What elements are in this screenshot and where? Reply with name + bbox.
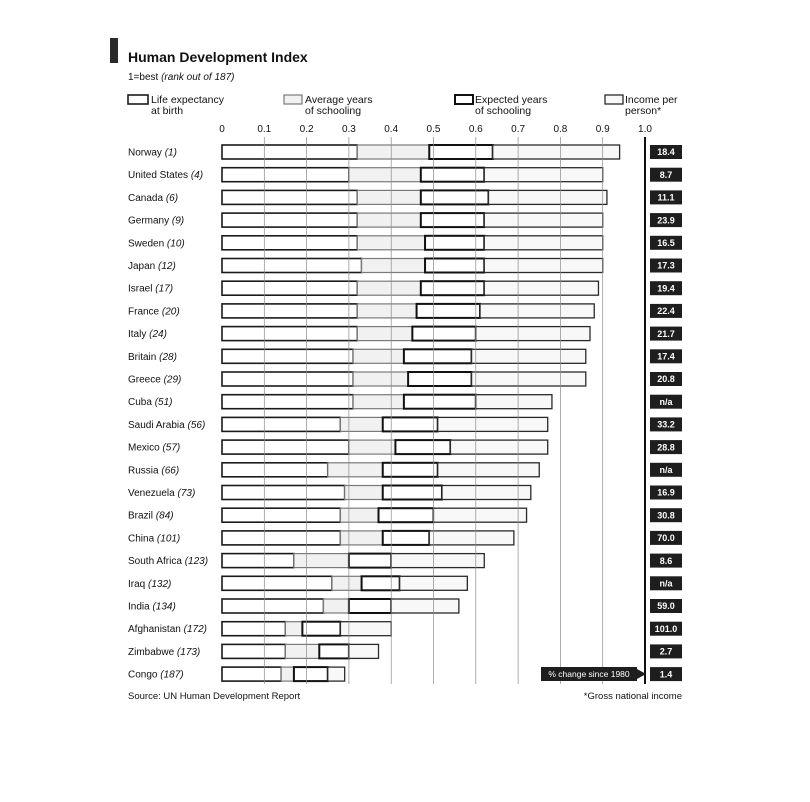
bar-segment-congo-expected-years [294, 667, 328, 681]
country-label-israel [128, 284, 173, 295]
row-china [222, 531, 514, 545]
change-value-china: 70.0 [657, 533, 675, 544]
country-rank: (20) [161, 306, 180, 318]
bar-segment-norway-average-years [357, 145, 429, 159]
row-france [222, 304, 594, 318]
country-rank: (57) [162, 442, 181, 454]
change-value-india: 59.0 [657, 601, 675, 612]
bar-segment-italy-average-years [357, 327, 412, 341]
country-label-russia [128, 465, 179, 476]
bar-segment-afghanistan-life-expectancy [222, 622, 285, 636]
bar-segment-afghanistan-expected-years [302, 622, 340, 636]
country-name: Japan [128, 261, 156, 272]
country-name: Congo [128, 669, 158, 681]
country-rank: (10) [166, 238, 185, 250]
country-rank: (123) [184, 556, 209, 568]
country-name: Saudi Arabia [128, 419, 185, 431]
bar-segment-sweden-income-per [484, 236, 602, 250]
country-rank: (28) [159, 351, 177, 363]
bar-segment-saudi-arabia-average-years [340, 417, 382, 431]
bar-segment-iraq-life-expectancy [222, 576, 332, 590]
country-rank: (1) [164, 147, 177, 159]
bar-segment-brazil-average-years [340, 508, 378, 522]
bar-segment-russia-average-years [328, 463, 383, 477]
country-rank: (173) [176, 646, 201, 658]
row-israel [222, 281, 598, 295]
bar-segment-norway-income-per [493, 145, 620, 159]
country-label-congo [128, 670, 184, 681]
row-venezuela [222, 486, 531, 500]
country-label-iraq [128, 579, 171, 590]
row-canada [222, 190, 607, 204]
country-name: Italy [128, 329, 147, 341]
header-accent-bar [110, 38, 118, 63]
country-label-canada [128, 193, 178, 204]
source-note: Source: UN Human Development Report [128, 691, 301, 702]
change-value-france: 22.4 [657, 306, 675, 317]
legend-label-line1: Average years [305, 94, 373, 106]
bar-segment-saudi-arabia-income-per [438, 417, 548, 431]
row-saudi-arabia [222, 417, 548, 431]
bar-segment-south-africa-average-years [294, 554, 349, 568]
bar-segment-venezuela-average-years [345, 486, 383, 500]
bar-segment-cuba-average-years [353, 395, 404, 409]
country-label-greece [128, 375, 181, 386]
x-tick-label-0-9: 0.9 [595, 124, 610, 135]
row-mexico [222, 440, 548, 454]
x-tick-label-0-1: 0.1 [257, 124, 272, 135]
legend-label-line2: of schooling [475, 105, 532, 117]
country-rank: (187) [160, 669, 184, 681]
bar-segment-france-life-expectancy [222, 304, 357, 318]
footnote: *Gross national income [583, 691, 682, 702]
bar-segment-congo-average-years [281, 667, 294, 681]
country-name: Sweden [128, 238, 165, 250]
bar-segment-greece-average-years [353, 372, 408, 386]
country-name: Canada [128, 192, 164, 204]
country-name: France [128, 306, 160, 318]
bar-segment-venezuela-life-expectancy [222, 486, 345, 500]
country-name: Britain [128, 351, 157, 363]
change-value-germany: 23.9 [657, 215, 675, 226]
country-name: South Africa [128, 556, 182, 568]
bar-segment-mexico-income-per [450, 440, 547, 454]
bar-segment-britain-life-expectancy [222, 349, 353, 363]
change-value-united-states: 8.7 [659, 169, 673, 180]
bar-segment-zimbabwe-life-expectancy [222, 644, 285, 658]
bar-segment-zimbabwe-income-per [349, 644, 379, 658]
row-united-states [222, 168, 603, 182]
row-italy [222, 327, 590, 341]
country-label-italy [128, 329, 167, 340]
bar-segment-germany-expected-years [421, 213, 484, 227]
bar-segment-venezuela-income-per [442, 486, 531, 500]
country-rank: (24) [149, 329, 167, 341]
bar-segment-canada-average-years [357, 190, 420, 204]
bar-segment-israel-income-per [484, 281, 598, 295]
country-rank: (73) [177, 488, 196, 499]
change-value-afghanistan: 101.0 [654, 623, 678, 634]
change-value-mexico: 28.8 [657, 442, 675, 453]
bar-segment-mexico-expected-years [395, 440, 450, 454]
row-sweden [222, 236, 603, 250]
country-label-brazil [128, 511, 174, 522]
country-rank: (172) [183, 624, 207, 636]
bar-segment-venezuela-expected-years [383, 486, 442, 500]
bar-segment-cuba-income-per [476, 395, 552, 409]
change-value-britain: 17.4 [657, 351, 675, 362]
x-tick-label-1-0: 1.0 [638, 124, 652, 135]
x-tick-label-0-3: 0.3 [341, 124, 356, 135]
bar-segment-iraq-expected-years [362, 576, 400, 590]
subtitle-main: 1=best [128, 72, 159, 83]
bar-segment-saudi-arabia-life-expectancy [222, 417, 340, 431]
country-label-zimbabwe [128, 647, 200, 658]
x-tick-label-0-2: 0.2 [299, 124, 314, 135]
bar-segment-britain-expected-years [404, 349, 472, 363]
legend-label-line2: at birth [151, 105, 184, 117]
country-label-cuba [128, 397, 172, 408]
country-label-sweden [128, 238, 185, 249]
bar-segment-israel-average-years [357, 281, 420, 295]
bar-segment-cuba-life-expectancy [222, 395, 353, 409]
bar-segment-israel-life-expectancy [222, 281, 357, 295]
country-label-india [128, 602, 176, 613]
country-label-china [128, 533, 180, 544]
row-iraq [222, 576, 467, 590]
bar-segment-cuba-expected-years [404, 395, 476, 409]
change-value-russia: n/a [659, 465, 673, 475]
bar-segment-russia-income-per [438, 463, 540, 477]
country-rank: (101) [156, 533, 181, 545]
change-value-israel: 19.4 [657, 283, 675, 294]
country-rank: (17) [155, 283, 174, 295]
country-name: United States [128, 170, 189, 182]
bar-segment-united-states-life-expectancy [222, 168, 349, 182]
bar-segment-united-states-income-per [484, 168, 602, 182]
country-rank: (132) [148, 578, 172, 590]
country-label-mexico [128, 443, 180, 454]
bar-segment-italy-life-expectancy [222, 327, 357, 341]
bar-segment-sweden-life-expectancy [222, 236, 357, 250]
x-tick-label-0-5: 0.5 [426, 124, 441, 135]
x-tick-label-0-8: 0.8 [553, 124, 568, 135]
bar-segment-greece-life-expectancy [222, 372, 353, 386]
legend-swatch-life-expectancy [128, 95, 148, 104]
country-name: India [128, 601, 150, 613]
country-name: Mexico [128, 442, 160, 454]
bar-segment-sweden-expected-years [425, 236, 484, 250]
bar-segment-italy-income-per [476, 327, 590, 341]
row-japan [222, 259, 603, 273]
country-name: Greece [128, 374, 161, 386]
x-tick-label-0-7: 0.7 [511, 124, 526, 135]
bar-segment-india-average-years [324, 599, 349, 613]
bar-segment-greece-income-per [472, 372, 586, 386]
bar-segment-south-africa-life-expectancy [222, 554, 294, 568]
bar-segment-france-average-years [357, 304, 416, 318]
change-callout-label: % change since 1980 [548, 669, 630, 680]
country-label-germany [128, 216, 184, 227]
bar-segment-united-states-average-years [349, 168, 421, 182]
country-name: Iraq [128, 578, 146, 590]
bar-segment-italy-expected-years [412, 327, 475, 341]
change-value-south-africa: 8.6 [659, 555, 673, 566]
change-value-norway: 18.4 [657, 147, 675, 158]
country-label-japan [128, 261, 176, 272]
country-rank: (9) [171, 215, 185, 227]
country-name: Cuba [128, 397, 152, 409]
change-value-venezuela: 16.9 [657, 487, 675, 498]
bar-segment-canada-income-per [488, 190, 606, 204]
change-value-italy: 21.7 [657, 328, 675, 339]
bar-segment-mexico-life-expectancy [222, 440, 349, 454]
country-rank: (6) [165, 192, 179, 204]
row-congo [222, 667, 345, 681]
bar-segment-france-income-per [480, 304, 594, 318]
bar-segment-iraq-average-years [332, 576, 362, 590]
bar-segment-india-life-expectancy [222, 599, 324, 613]
row-zimbabwe [222, 644, 379, 658]
change-value-cuba: n/a [659, 396, 673, 407]
subtitle-note: (rank out of 187) [161, 72, 235, 83]
country-name: Norway [128, 147, 162, 159]
chart-subtitle [128, 72, 234, 83]
bar-segment-zimbabwe-average-years [285, 644, 319, 658]
country-rank: (66) [161, 465, 180, 477]
row-britain [222, 349, 586, 363]
bar-segment-brazil-expected-years [379, 508, 434, 522]
country-name: Brazil [128, 510, 154, 522]
bar-segment-brazil-life-expectancy [222, 508, 340, 522]
country-label-france [128, 306, 180, 317]
bar-segment-congo-life-expectancy [222, 667, 281, 681]
bar-segment-norway-expected-years [429, 145, 492, 159]
legend-swatch-average-schooling [284, 95, 302, 104]
x-tick-label-0: 0 [219, 124, 225, 135]
legend-swatch-income [605, 95, 623, 104]
country-rank: (51) [154, 397, 173, 409]
bar-segment-south-africa-income-per [391, 554, 484, 568]
bar-segment-china-life-expectancy [222, 531, 340, 545]
bar-segment-united-states-expected-years [421, 168, 484, 182]
country-label-south-africa [128, 556, 208, 567]
country-label-norway [128, 148, 177, 159]
bar-segment-germany-income-per [484, 213, 602, 227]
legend-label-line2: of schooling [305, 105, 362, 117]
bar-segment-afghanistan-income-per [340, 622, 391, 636]
change-value-brazil: 30.8 [657, 510, 675, 521]
row-brazil [222, 508, 527, 522]
legend-label-line2: person* [625, 105, 662, 117]
bar-segment-russia-life-expectancy [222, 463, 328, 477]
country-label-venezuela [128, 488, 195, 499]
bar-segment-canada-life-expectancy [222, 190, 357, 204]
country-rank: (29) [163, 374, 182, 386]
country-name: Russia [128, 465, 159, 477]
country-rank: (134) [152, 601, 176, 613]
country-label-afghanistan [128, 624, 207, 635]
country-name: Afghanistan [128, 624, 181, 636]
legend-label-line1: Income per [625, 94, 678, 106]
bar-segment-south-africa-expected-years [349, 554, 391, 568]
bar-segment-afghanistan-average-years [285, 622, 302, 636]
country-name: China [128, 533, 155, 545]
legend-label-line1: Expected years [475, 94, 548, 106]
country-label-united-states [128, 170, 203, 181]
legend-label-line1: Life expectancy [151, 94, 224, 106]
country-rank: (4) [190, 170, 204, 182]
x-tick-label-0-4: 0.4 [384, 124, 399, 135]
bar-segment-china-income-per [429, 531, 514, 545]
bar-segment-india-income-per [391, 599, 459, 613]
change-value-congo: 1.4 [659, 669, 673, 680]
bar-segment-japan-average-years [362, 259, 425, 273]
country-name: Israel [128, 283, 153, 295]
country-rank: (84) [155, 510, 174, 522]
legend-swatch-expected-schooling [455, 95, 473, 104]
country-label-saudi-arabia [128, 420, 205, 431]
country-label-britain [128, 352, 177, 363]
country-rank: (12) [158, 261, 176, 272]
country-name: Zimbabwe [128, 646, 175, 658]
row-south-africa [222, 554, 484, 568]
change-value-iraq: n/a [659, 578, 673, 589]
change-value-sweden: 16.5 [657, 238, 675, 248]
bar-segment-zimbabwe-expected-years [319, 644, 349, 658]
chart-title: Human Development Index [128, 49, 308, 65]
bar-segment-japan-life-expectancy [222, 259, 362, 273]
bar-segment-germany-average-years [357, 213, 420, 227]
bar-segment-japan-expected-years [425, 259, 484, 273]
row-norway [222, 145, 620, 159]
country-name: Venezuela [128, 488, 175, 499]
bar-segment-britain-average-years [353, 349, 404, 363]
bar-segment-canada-expected-years [421, 190, 489, 204]
bar-segment-china-expected-years [383, 531, 430, 545]
bar-segment-germany-life-expectancy [222, 213, 357, 227]
row-india [222, 599, 459, 613]
bar-segment-israel-expected-years [421, 281, 484, 295]
row-greece [222, 372, 586, 386]
x-tick-label-0-6: 0.6 [468, 124, 483, 135]
row-russia [222, 463, 539, 477]
bar-segment-france-expected-years [417, 304, 480, 318]
bar-segment-japan-income-per [484, 259, 602, 273]
country-rank: (56) [187, 419, 206, 431]
row-cuba [222, 395, 552, 409]
bar-segment-britain-income-per [472, 349, 586, 363]
country-name: Germany [128, 215, 170, 227]
bar-segment-mexico-average-years [349, 440, 396, 454]
bar-segment-norway-life-expectancy [222, 145, 357, 159]
change-value-japan: 17.3 [657, 260, 675, 271]
bar-segment-congo-income-per [328, 667, 345, 681]
bar-segment-greece-expected-years [408, 372, 471, 386]
change-value-saudi-arabia: 33.2 [657, 419, 675, 430]
change-value-zimbabwe: 2.7 [659, 646, 673, 657]
bar-segment-china-average-years [340, 531, 382, 545]
row-germany [222, 213, 603, 227]
change-value-canada: 11.1 [657, 192, 675, 203]
change-value-greece: 20.8 [657, 374, 675, 385]
bar-segment-brazil-income-per [434, 508, 527, 522]
change-callout [541, 667, 646, 681]
bar-segment-india-expected-years [349, 599, 391, 613]
